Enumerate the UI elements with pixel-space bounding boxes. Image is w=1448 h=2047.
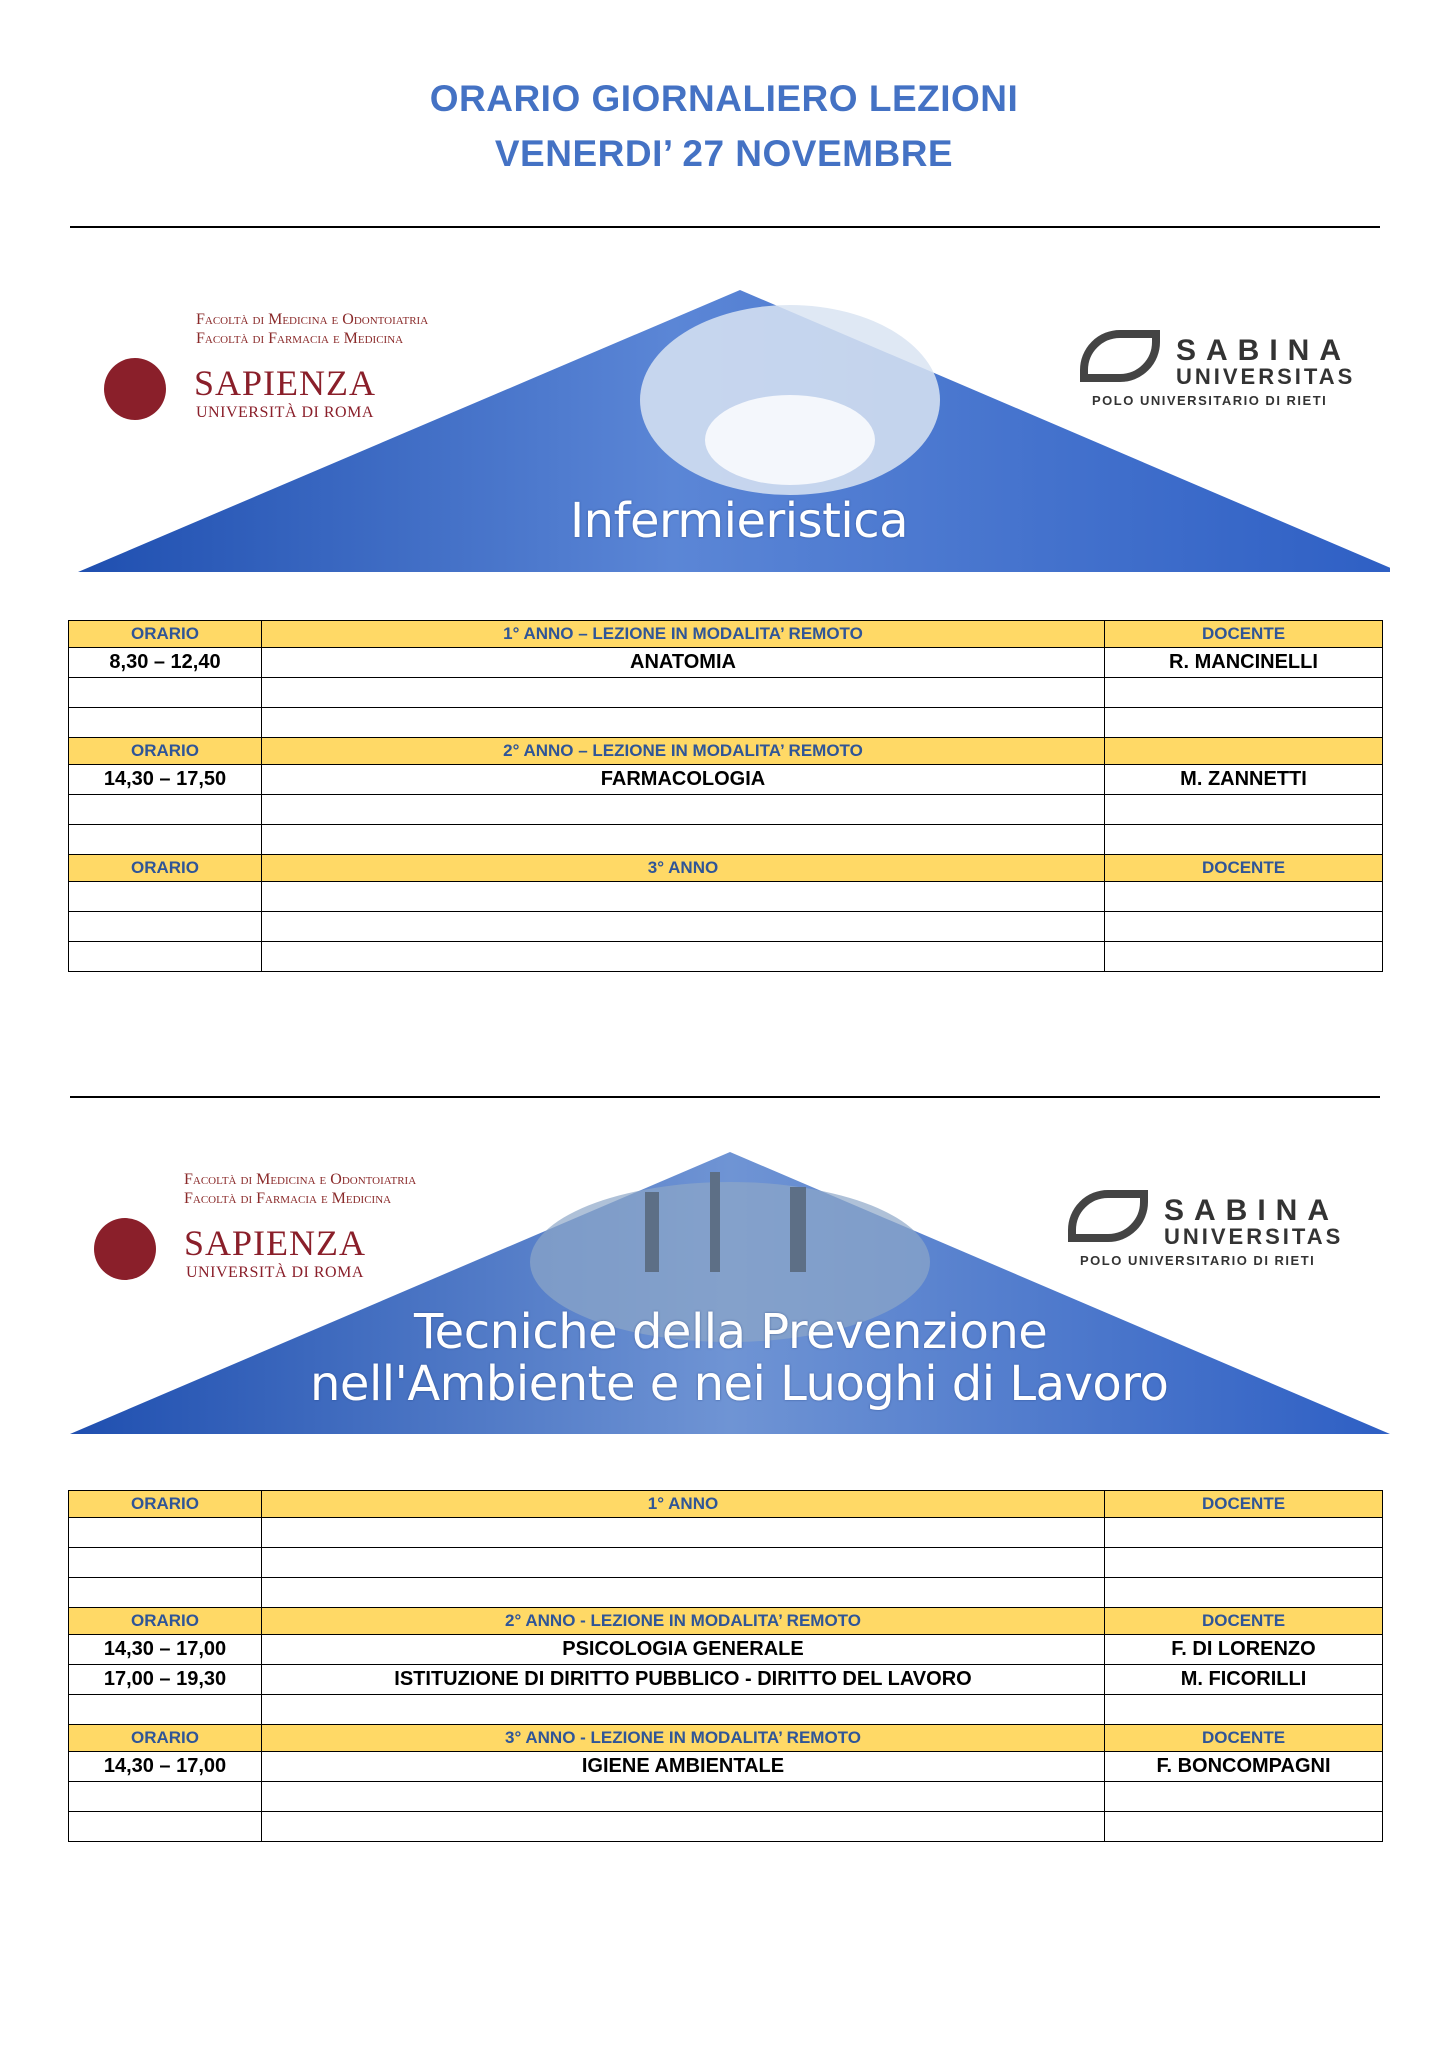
- header-subject-cell: 1° ANNO – LEZIONE IN MODALITA’ REMOTO: [262, 621, 1105, 648]
- header-time-cell: ORARIO: [69, 1725, 262, 1752]
- teacher-cell: [1105, 1782, 1383, 1812]
- table-row: [69, 678, 1383, 708]
- table-row: [69, 1665, 1383, 1695]
- teacher-cell: [1105, 1695, 1383, 1725]
- teacher-cell: R. MANCINELLI: [1105, 648, 1383, 678]
- teacher-cell: [1105, 795, 1383, 825]
- banner-tecniche-prevenzione: [70, 1152, 1390, 1437]
- time-cell: [69, 825, 262, 855]
- header-teacher-cell: DOCENTE: [1105, 1608, 1383, 1635]
- subject-cell: [262, 1812, 1105, 1842]
- table-row: [69, 912, 1383, 942]
- subject-cell: IGIENE AMBIENTALE: [262, 1752, 1105, 1782]
- course-title: Infermieristica: [570, 493, 909, 549]
- time-cell: [69, 1518, 262, 1548]
- separator-line: [70, 1096, 1380, 1098]
- teacher-cell: F. DI LORENZO: [1105, 1635, 1383, 1665]
- teacher-cell: M. ZANNETTI: [1105, 765, 1383, 795]
- header-teacher-cell: DOCENTE: [1105, 1725, 1383, 1752]
- sapienza-logo-text: SAPIENZA: [194, 363, 377, 403]
- subject-cell: [262, 912, 1105, 942]
- teacher-cell: [1105, 708, 1383, 738]
- time-cell: 8,30 – 12,40: [69, 648, 262, 678]
- teacher-cell: [1105, 678, 1383, 708]
- schedule-table-infermieristica: [68, 620, 1383, 972]
- subject-cell: [262, 795, 1105, 825]
- faculty-line2: Facoltà di Farmacia e Medicina: [184, 1190, 392, 1207]
- faculty-line1: Facoltà di Medicina e Odontoiatria: [184, 1171, 417, 1188]
- header-time-cell: ORARIO: [69, 738, 262, 765]
- subject-cell: [262, 1782, 1105, 1812]
- subject-cell: [262, 1578, 1105, 1608]
- table-row: [69, 1548, 1383, 1578]
- course-title-line2: nell'Ambiente e nei Luoghi di Lavoro: [310, 1356, 1169, 1412]
- teacher-cell: [1105, 942, 1383, 972]
- table-row: [69, 825, 1383, 855]
- time-cell: [69, 1782, 262, 1812]
- sapienza-sub-text: UNIVERSITÀ DI ROMA: [196, 404, 374, 421]
- subject-cell: FARMACOLOGIA: [262, 765, 1105, 795]
- time-cell: [69, 942, 262, 972]
- course-title-line1: Tecniche della Prevenzione: [414, 1304, 1048, 1360]
- time-cell: [69, 795, 262, 825]
- sabina-logo-text: SABINA: [1164, 1194, 1340, 1227]
- table-row: [69, 1752, 1383, 1782]
- teacher-cell: [1105, 882, 1383, 912]
- subject-cell: [262, 678, 1105, 708]
- table-header-row: [69, 1608, 1383, 1635]
- universitas-logo-text: UNIVERSITAS: [1164, 1224, 1344, 1249]
- faculty-line1: Facoltà di Medicina e Odontoiatria: [196, 311, 429, 328]
- subject-cell: ISTITUZIONE DI DIRITTO PUBBLICO - DIRITTO DEL LAVORO: [262, 1665, 1105, 1695]
- header-time-cell: ORARIO: [69, 1608, 262, 1635]
- header-teacher-cell: DOCENTE: [1105, 855, 1383, 882]
- header-teacher-cell: DOCENTE: [1105, 1491, 1383, 1518]
- teacher-cell: [1105, 1548, 1383, 1578]
- header-subject-cell: 3° ANNO: [262, 855, 1105, 882]
- table-row: [69, 795, 1383, 825]
- time-cell: 14,30 – 17,00: [69, 1752, 262, 1782]
- universitas-logo-text: UNIVERSITAS: [1176, 364, 1356, 389]
- time-cell: [69, 1812, 262, 1842]
- sapienza-seal-icon: [104, 358, 166, 420]
- page-title-line2: VENERDI’ 27 NOVEMBRE: [494, 133, 954, 174]
- page-title-line1: ORARIO GIORNALIERO LEZIONI: [429, 78, 1019, 119]
- header-time-cell: ORARIO: [69, 621, 262, 648]
- table-header-row: [69, 855, 1383, 882]
- polo-rieti-text: POLO UNIVERSITARIO DI RIETI: [1092, 393, 1328, 408]
- time-cell: 17,00 – 19,30: [69, 1665, 262, 1695]
- teacher-cell: [1105, 1812, 1383, 1842]
- time-cell: [69, 678, 262, 708]
- table-row: [69, 1578, 1383, 1608]
- header-subject-cell: 3° ANNO - LEZIONE IN MODALITA’ REMOTO: [262, 1725, 1105, 1752]
- table-header-row: [69, 1491, 1383, 1518]
- time-cell: [69, 1578, 262, 1608]
- subject-cell: [262, 1695, 1105, 1725]
- table-header-row: [69, 738, 1383, 765]
- teacher-cell: M. FICORILLI: [1105, 1665, 1383, 1695]
- time-cell: [69, 882, 262, 912]
- time-cell: [69, 1695, 262, 1725]
- table-row: [69, 882, 1383, 912]
- header-subject-cell: 2° ANNO – LEZIONE IN MODALITA’ REMOTO: [262, 738, 1105, 765]
- separator-line: [70, 226, 1380, 228]
- subject-cell: [262, 708, 1105, 738]
- teacher-cell: [1105, 912, 1383, 942]
- subject-cell: ANATOMIA: [262, 648, 1105, 678]
- header-time-cell: ORARIO: [69, 855, 262, 882]
- faculty-line2: Facoltà di Farmacia e Medicina: [196, 330, 404, 347]
- time-cell: [69, 1548, 262, 1578]
- table-row: [69, 708, 1383, 738]
- time-cell: [69, 708, 262, 738]
- teacher-cell: [1105, 1518, 1383, 1548]
- subject-cell: [262, 825, 1105, 855]
- table-row: [69, 1812, 1383, 1842]
- table-header-row: [69, 621, 1383, 648]
- table-row: [69, 1635, 1383, 1665]
- time-cell: 14,30 – 17,50: [69, 765, 262, 795]
- table-header-row: [69, 1725, 1383, 1752]
- table-row: [69, 1518, 1383, 1548]
- header-teacher-cell: DOCENTE: [1105, 621, 1383, 648]
- table-row: [69, 942, 1383, 972]
- subject-cell: [262, 1518, 1105, 1548]
- header-subject-cell: 2° ANNO - LEZIONE IN MODALITA’ REMOTO: [262, 1608, 1105, 1635]
- sapienza-logo-text: SAPIENZA: [184, 1223, 367, 1263]
- table-row: [69, 1782, 1383, 1812]
- header-subject-cell: 1° ANNO: [262, 1491, 1105, 1518]
- teacher-cell: [1105, 825, 1383, 855]
- banner-infermieristica: [70, 290, 1390, 575]
- teacher-cell: [1105, 1578, 1383, 1608]
- subject-cell: [262, 942, 1105, 972]
- subject-cell: [262, 1548, 1105, 1578]
- teacher-cell: F. BONCOMPAGNI: [1105, 1752, 1383, 1782]
- sapienza-sub-text: UNIVERSITÀ DI ROMA: [186, 1264, 364, 1281]
- header-teacher-cell: [1105, 738, 1383, 765]
- table-row: [69, 1695, 1383, 1725]
- sabina-logo-text: SABINA: [1176, 334, 1352, 367]
- table-row: [69, 648, 1383, 678]
- polo-rieti-text: POLO UNIVERSITARIO DI RIETI: [1080, 1253, 1316, 1268]
- sapienza-seal-icon: [94, 1218, 156, 1280]
- subject-cell: PSICOLOGIA GENERALE: [262, 1635, 1105, 1665]
- schedule-table-prevenzione: [68, 1490, 1383, 1842]
- header-time-cell: ORARIO: [69, 1491, 262, 1518]
- subject-cell: [262, 882, 1105, 912]
- time-cell: 14,30 – 17,00: [69, 1635, 262, 1665]
- table-row: [69, 765, 1383, 795]
- time-cell: [69, 912, 262, 942]
